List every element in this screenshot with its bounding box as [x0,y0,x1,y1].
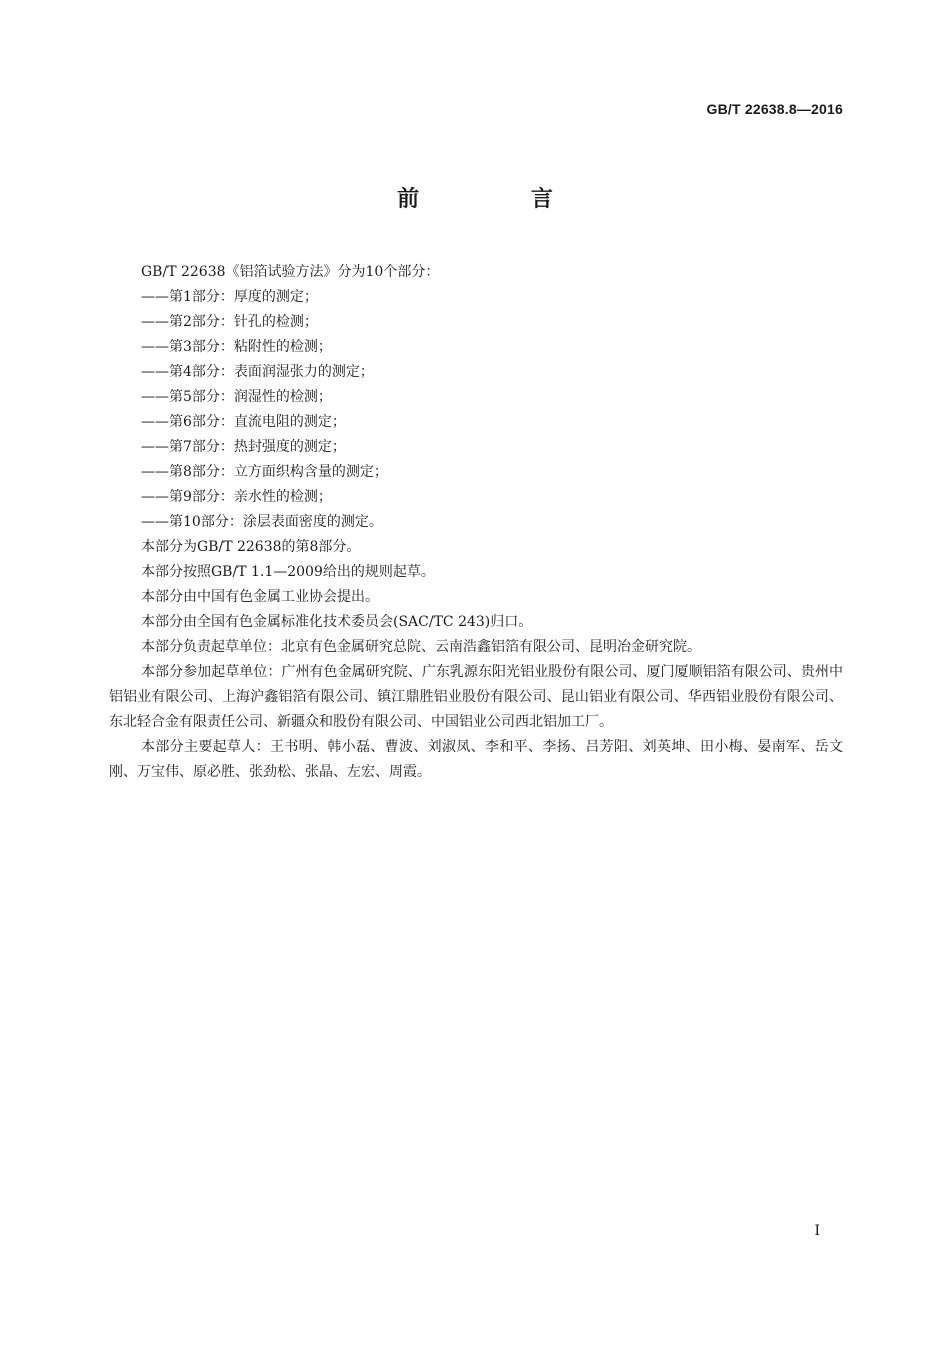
list-item: ——第7部分：热封强度的测定； [141,439,346,455]
drafting-rules-statement: 本部分按照GB/T 1.1—2009给出的规则起草。 [141,564,435,580]
list-item: ——第3部分：粘附性的检测； [141,339,332,355]
list-item: ——第10部分：涂层表面密度的测定。 [141,514,383,530]
page-number: I [814,1223,820,1239]
part-of-statement: 本部分为GB/T 22638的第8部分。 [141,539,361,555]
list-item: ——第5部分：润湿性的检测； [141,389,332,405]
foreword-body [109,260,843,785]
responsible-units-statement: 本部分负责起草单位：北京有色金属研究总院、云南浩鑫铝箔有限公司、昆明冶金研究院。 [141,639,701,655]
list-item: ——第4部分：表面润湿张力的测定； [141,364,374,380]
managed-by-statement: 本部分由全国有色金属标准化技术委员会(SAC/TC 243)归口。 [141,614,533,630]
list-item: ——第8部分：立方面织构含量的测定； [141,464,388,480]
list-item: ——第9部分：亲水性的检测； [141,489,332,505]
list-item: ——第1部分：厚度的测定； [141,289,318,305]
list-item: ——第6部分：直流电阻的测定； [141,414,346,430]
intro-line: GB/T 22638《铝箔试验方法》分为10个部分： [141,264,440,280]
participating-units-paragraph: 本部分参加起草单位：广州有色金属研究院、广东乳源东阳光铝业股份有限公司、厦门厦顺铝箔有限公司、贵州中铝铝业有限公司、上海沪鑫铝箔有限公司、镇江鼎胜铝业股份有限公司、昆山铝业有限公司、华西铝业股份有限公司、东北轻合金有限责任公司、新疆众和股份有限公司、中国铝业公司西北铝加工厂。 [109,664,843,730]
main-drafters-paragraph: 本部分主要起草人：王书明、韩小磊、曹波、刘淑凤、李和平、李扬、吕芳阳、刘英坤、田小梅、晏南军、岳文刚、万宝伟、原必胜、张劲松、张晶、左宏、周霞。 [109,739,843,780]
proposed-by-statement: 本部分由中国有色金属工业协会提出。 [141,589,379,605]
standard-code: GB/T 22638.8—2016 [706,101,843,117]
page-title: 前 言 [397,187,605,212]
list-item: ——第2部分：针孔的检测； [141,314,318,330]
